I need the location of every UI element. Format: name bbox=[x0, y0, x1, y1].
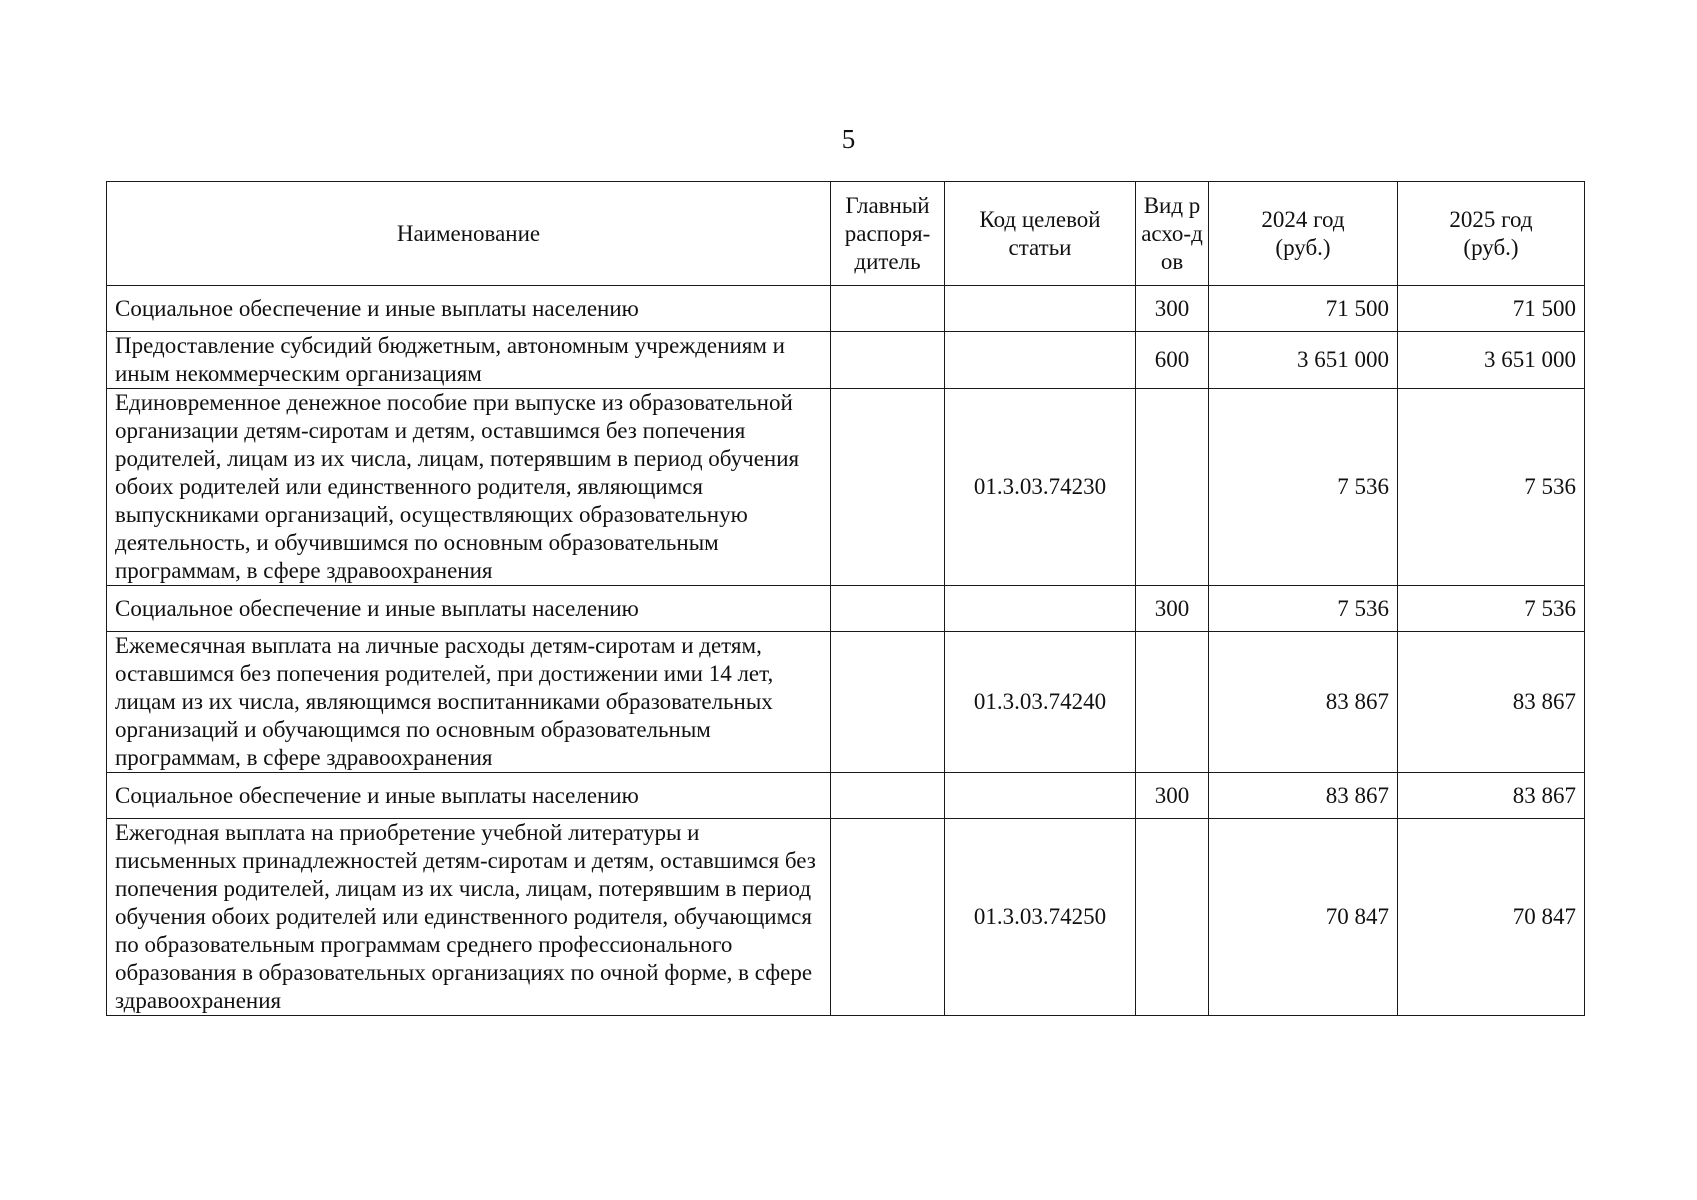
cell-2024: 71 500 bbox=[1209, 286, 1398, 332]
cell-code: 01.3.03.74240 bbox=[945, 632, 1136, 773]
cell-2024: 83 867 bbox=[1209, 632, 1398, 773]
cell-type bbox=[1136, 632, 1209, 773]
cell-2025: 7 536 bbox=[1398, 389, 1585, 586]
header-type: Вид расхо-дов bbox=[1136, 182, 1209, 286]
cell-2024: 3 651 000 bbox=[1209, 332, 1398, 389]
table-row bbox=[107, 632, 1585, 773]
cell-2025: 83 867 bbox=[1398, 773, 1585, 819]
table-row bbox=[107, 819, 1585, 1016]
cell-code bbox=[945, 773, 1136, 819]
table-row bbox=[107, 773, 1585, 819]
cell-name: Ежемесячная выплата на личные расходы детям-сиротам и детям, оставшимся без попечения родителей, при достижении ими 14 лет, лицам из их числа, являющимся воспитанниками образовательных организаций и обучающимся по основным образовательным программам, в сфере здравоохранения bbox=[107, 632, 831, 773]
budget-table bbox=[106, 181, 1585, 1016]
cell-type bbox=[1136, 819, 1209, 1016]
table-row bbox=[107, 286, 1585, 332]
header-year-2024: 2024 год (руб.) bbox=[1209, 182, 1398, 286]
table-row bbox=[107, 332, 1585, 389]
table-header-row bbox=[107, 182, 1585, 286]
cell-type: 300 bbox=[1136, 586, 1209, 632]
cell-2024: 83 867 bbox=[1209, 773, 1398, 819]
cell-2025: 71 500 bbox=[1398, 286, 1585, 332]
cell-manager bbox=[831, 286, 945, 332]
cell-manager bbox=[831, 389, 945, 586]
cell-2024: 7 536 bbox=[1209, 389, 1398, 586]
cell-2025: 3 651 000 bbox=[1398, 332, 1585, 389]
cell-manager bbox=[831, 332, 945, 389]
cell-code: 01.3.03.74250 bbox=[945, 819, 1136, 1016]
header-year-2025: 2025 год (руб.) bbox=[1398, 182, 1585, 286]
cell-2024: 7 536 bbox=[1209, 586, 1398, 632]
cell-code bbox=[945, 586, 1136, 632]
cell-type: 600 bbox=[1136, 332, 1209, 389]
page-number: 5 bbox=[841, 124, 856, 154]
cell-2025: 83 867 bbox=[1398, 632, 1585, 773]
cell-type bbox=[1136, 389, 1209, 586]
cell-code bbox=[945, 332, 1136, 389]
cell-name: Предоставление субсидий бюджетным, автономным учреждениям и иным некоммерческим организациям bbox=[107, 332, 831, 389]
cell-name: Социальное обеспечение и иные выплаты населению bbox=[107, 586, 831, 632]
cell-type: 300 bbox=[1136, 773, 1209, 819]
cell-2025: 7 536 bbox=[1398, 586, 1585, 632]
header-manager: Главный распоря-дитель bbox=[831, 182, 945, 286]
cell-manager bbox=[831, 586, 945, 632]
header-code: Код целевой статьи bbox=[945, 182, 1136, 286]
cell-code bbox=[945, 286, 1136, 332]
table-row bbox=[107, 586, 1585, 632]
header-name: Наименование bbox=[107, 182, 831, 286]
cell-code: 01.3.03.74230 bbox=[945, 389, 1136, 586]
cell-name: Социальное обеспечение и иные выплаты населению bbox=[107, 286, 831, 332]
cell-2024: 70 847 bbox=[1209, 819, 1398, 1016]
table-row bbox=[107, 389, 1585, 586]
cell-manager bbox=[831, 632, 945, 773]
cell-manager bbox=[831, 819, 945, 1016]
cell-name: Социальное обеспечение и иные выплаты населению bbox=[107, 773, 831, 819]
cell-2025: 70 847 bbox=[1398, 819, 1585, 1016]
cell-manager bbox=[831, 773, 945, 819]
cell-type: 300 bbox=[1136, 286, 1209, 332]
cell-name: Единовременное денежное пособие при выпуске из образовательной организации детям-сиротам и детям, оставшимся без попечения родителей, лицам из их числа, лицам, потерявшим в период обучения обоих родителей или единственного родителя, являющимся выпускниками организаций, осуществляющих образовательную деятельность, и обучившимся по основным образовательным программам, в сфере здравоохранения bbox=[107, 389, 831, 586]
cell-name: Ежегодная выплата на приобретение учебной литературы и письменных принадлежностей детям-сиротам и детям, оставшимся без попечения родителей, лицам из их числа, лицам, потерявшим в период обучения обоих родителей или единственного родителя, обучающимся по образовательным программам среднего профессионального образования в образовательных организациях по очной форме, в сфере здравоохранения bbox=[107, 819, 831, 1016]
